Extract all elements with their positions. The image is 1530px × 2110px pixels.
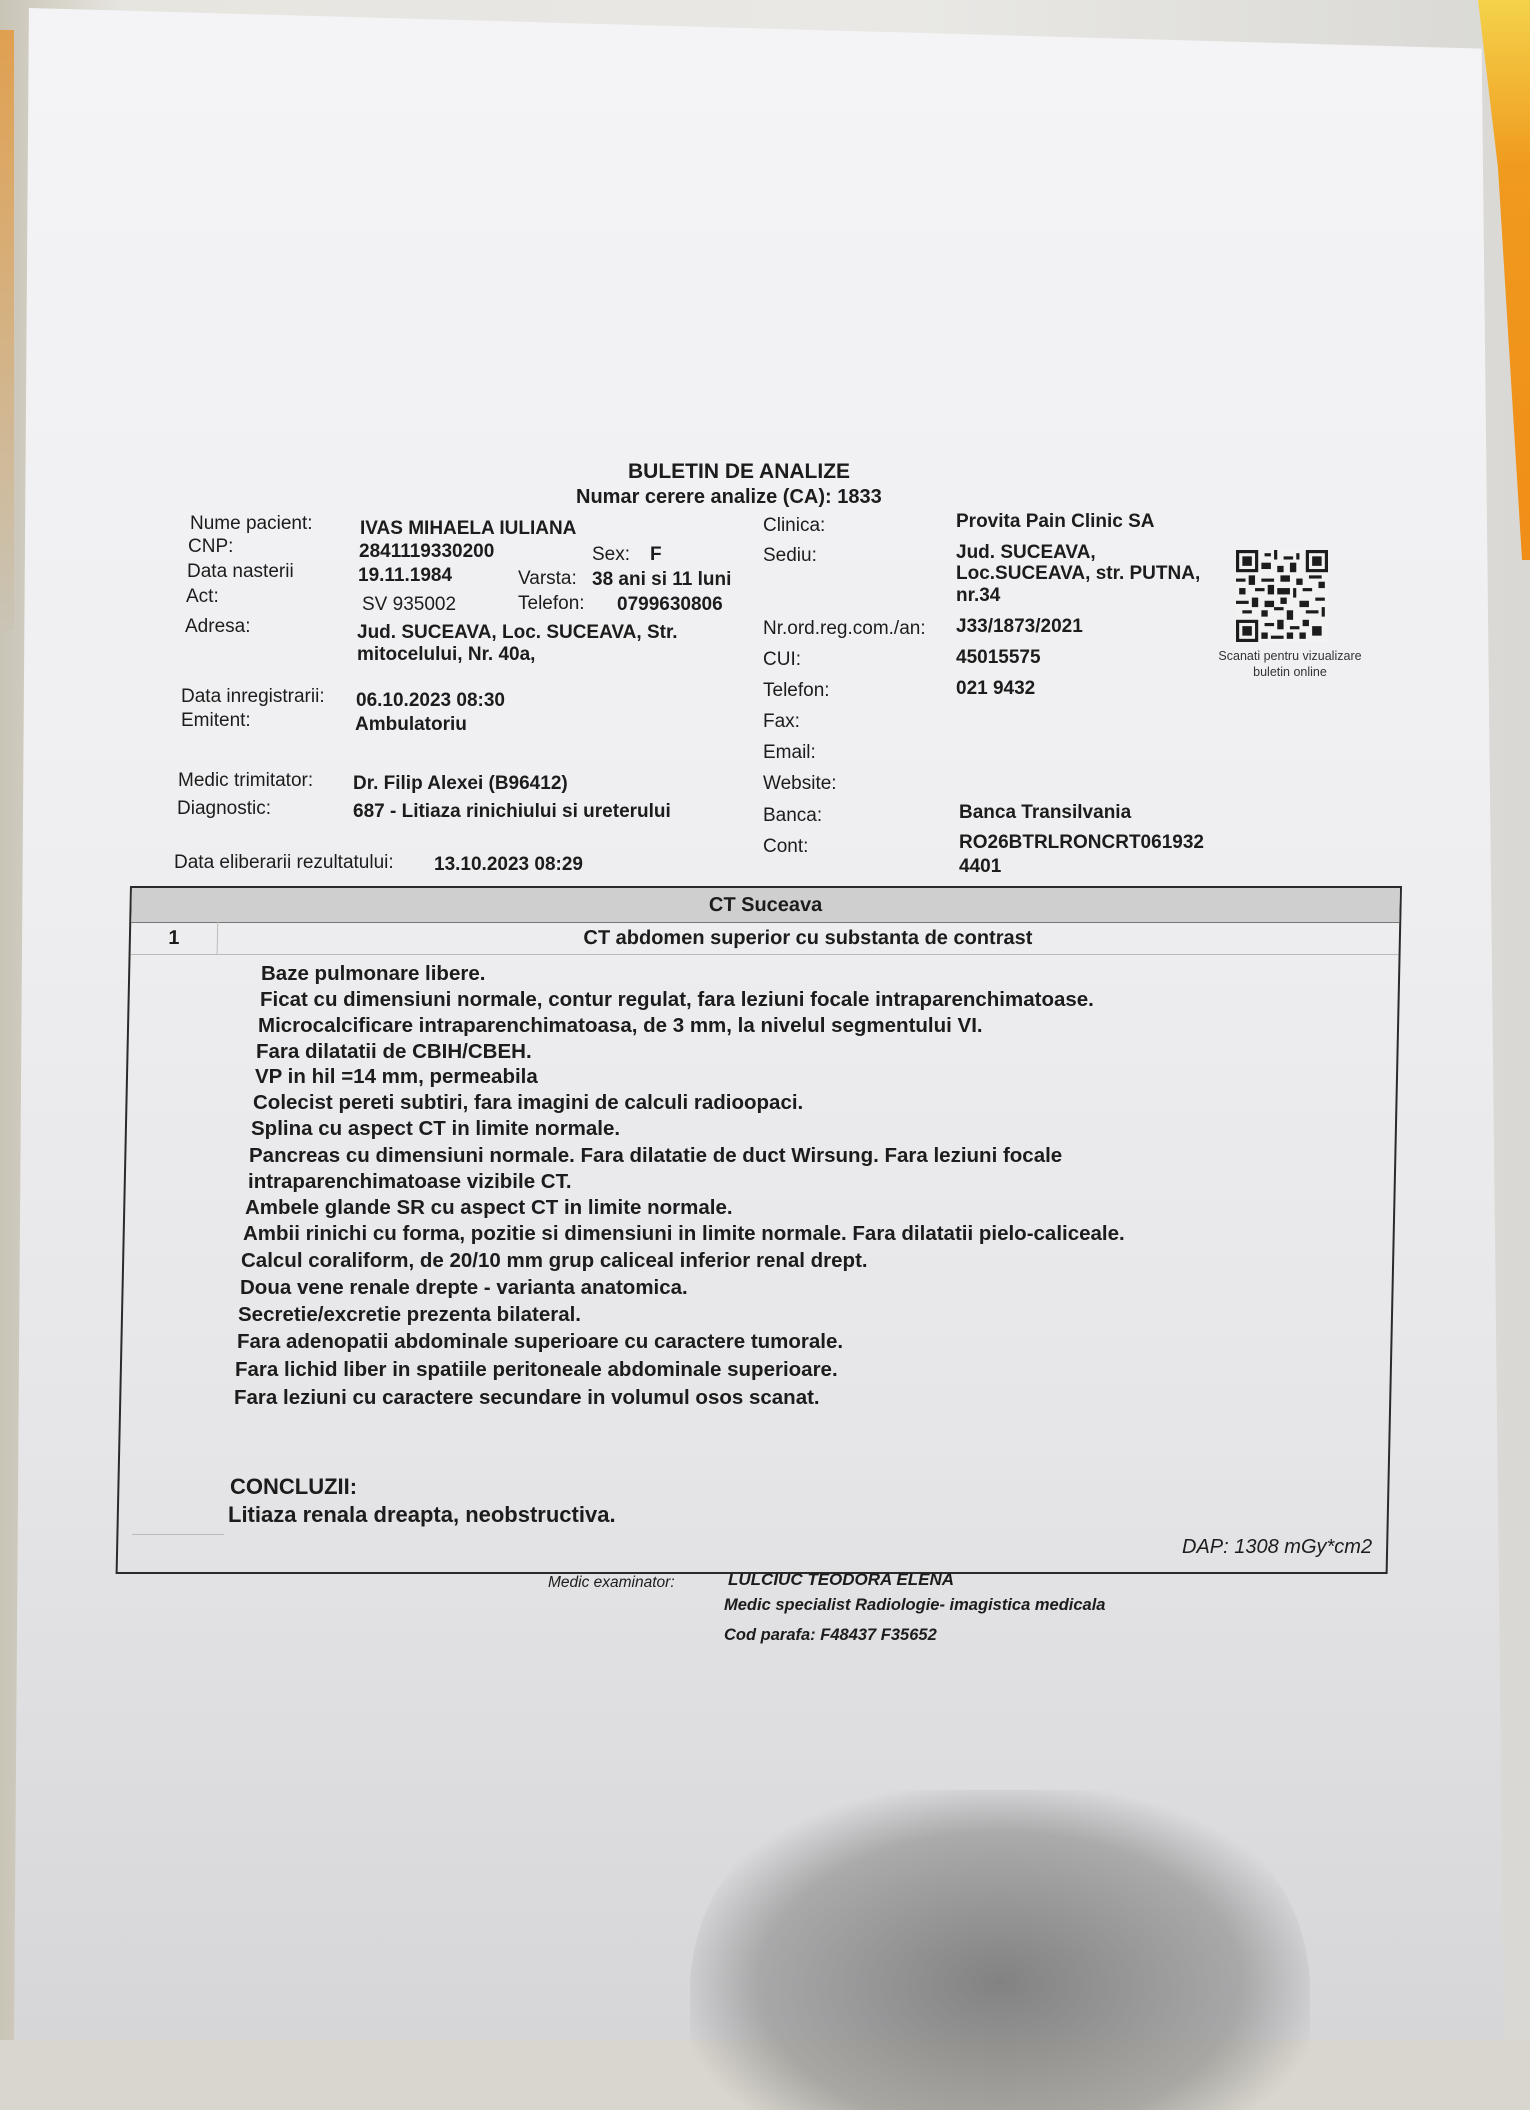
sex-value: F — [650, 544, 662, 565]
act-value: SV 935002 — [362, 594, 457, 615]
sex-label: Sex: — [592, 544, 631, 565]
qr-code[interactable] — [1236, 550, 1328, 642]
dob-value: 19.11.1984 — [358, 565, 453, 586]
cnp-value: 2841119330200 — [359, 541, 495, 562]
issuer-value: Ambulatoriu — [355, 714, 467, 735]
document-title: BULETIN DE ANALIZE — [628, 460, 851, 483]
examiner-name: LULCIUC TEODORA ELENA — [728, 1570, 955, 1589]
seat-label: Sediu: — [763, 545, 817, 566]
referrer-value: Dr. Filip Alexei (B96412) — [353, 773, 568, 794]
age-label: Varsta: — [518, 568, 577, 589]
website-label: Website: — [763, 773, 837, 794]
registration-date-label: Data inregistrarii: — [181, 686, 325, 707]
bank-value: Banca Transilvania — [959, 802, 1132, 823]
clinic-phone: 021 9432 — [956, 678, 1036, 699]
finding-line: VP in hil =14 mm, permeabila — [255, 1065, 538, 1088]
cui-value: 45015575 — [956, 647, 1041, 668]
finding-line: Ambele glande SR cu aspect CT in limite normale. — [245, 1196, 733, 1219]
release-date: 13.10.2023 08:29 — [434, 854, 583, 875]
finding-line: Splina cu aspect CT in limite normale. — [251, 1117, 621, 1140]
finding-line: Fara dilatatii de CBIH/CBEH. — [256, 1040, 532, 1063]
act-label: Act: — [186, 586, 219, 607]
finding-line: Fara adenopatii abdominale superioare cu caractere tumorale. — [237, 1330, 844, 1353]
release-date-label: Data eliberarii rezultatului: — [174, 852, 394, 873]
qr-caption: Scanati pentru vizualizare buletin online — [1218, 649, 1362, 679]
finding-line: Ambii rinichi cu forma, pozitie si dimensiuni in limite normale. Fara dilatatii pielo-caliceale. — [243, 1222, 1125, 1245]
finding-line: Microcalcificare intraparenchimatoasa, de 3 mm, la nivelul segmentului VI. — [258, 1014, 983, 1037]
stamp-code: Cod parafa: F48437 F35652 — [724, 1626, 937, 1644]
examiner-specialty: Medic specialist Radiologie- imagistica medicala — [724, 1596, 1106, 1614]
section-header — [131, 888, 1400, 923]
cnp-label: CNP: — [188, 536, 234, 557]
finding-line: Secretie/excretie prezenta bilateral. — [238, 1303, 581, 1326]
address-line-2: mitocelului, Nr. 40a, — [357, 644, 536, 665]
registration-date: 06.10.2023 08:30 — [356, 690, 505, 711]
patient-name-label: Nume pacient: — [190, 513, 313, 534]
clinic-name: Provita Pain Clinic SA — [956, 511, 1155, 532]
finding-line: Fara lichid liber in spatiile peritoneale abdominale superioare. — [235, 1358, 838, 1381]
finding-line: Colecist pereti subtiri, fara imagini de calculi radioopaci. — [253, 1091, 804, 1114]
patient-phone: 0799630806 — [617, 594, 723, 615]
finding-line: intraparenchimatoase vizibile CT. — [248, 1170, 572, 1193]
finding-line: Ficat cu dimensiuni normale, contur regulat, fara leziuni focale intraparenchimatoase. — [260, 988, 1094, 1011]
finding-line: Baze pulmonare libere. — [261, 962, 486, 985]
finding-line: Fara leziuni cu caractere secundare in volumul osos scanat. — [234, 1386, 820, 1409]
section-title: CT Suceava — [708, 894, 823, 916]
seat-line-2: Loc.SUCEAVA, str. PUTNA, — [956, 563, 1201, 584]
conclusion-divider — [132, 1534, 224, 1535]
request-number: Numar cerere analize (CA): 1833 — [576, 486, 882, 508]
seat-line-1: Jud. SUCEAVA, — [956, 542, 1096, 563]
exam-row — [131, 922, 1400, 955]
address-label: Adresa: — [185, 616, 251, 637]
diagnosis-label: Diagnostic: — [177, 798, 271, 819]
clinic-phone-label: Telefon: — [763, 680, 830, 701]
examiner-label: Medic examinator: — [548, 1574, 675, 1591]
referrer-label: Medic trimitator: — [178, 770, 314, 791]
fax-label: Fax: — [763, 711, 800, 732]
regcom-label: Nr.ord.reg.com./an: — [763, 618, 926, 639]
bank-label: Banca: — [763, 805, 823, 826]
conclusions-heading: CONCLUZII: — [230, 1474, 358, 1499]
finding-line: Calcul coraliform, de 20/10 mm grup caliceal inferior renal drept. — [241, 1249, 868, 1272]
finding-line: Pancreas cu dimensiuni normale. Fara dilatatie de duct Wirsung. Fara leziuni focale — [249, 1144, 1063, 1167]
seat-line-3: nr.34 — [956, 585, 1001, 606]
account-line-2: 4401 — [959, 856, 1002, 877]
clinic-label: Clinica: — [763, 515, 826, 536]
age-value: 38 ani si 11 luni — [592, 569, 732, 590]
dap-value: DAP: 1308 mGy*cm2 — [1182, 1536, 1373, 1558]
dob-label: Data nasterii — [187, 561, 294, 582]
email-label: Email: — [763, 742, 816, 763]
issuer-label: Emitent: — [181, 710, 251, 731]
account-line-1: RO26BTRLRONCRT061932 — [959, 832, 1204, 853]
account-label: Cont: — [763, 836, 809, 857]
patient-phone-label: Telefon: — [518, 593, 585, 614]
cui-label: CUI: — [763, 649, 801, 670]
finding-line: Doua vene renale drepte - varianta anatomica. — [240, 1276, 688, 1299]
regcom-value: J33/1873/2021 — [956, 616, 1083, 637]
exam-name: CT abdomen superior cu substanta de contrast — [583, 927, 1033, 949]
exam-index: 1 — [131, 922, 219, 954]
address-line-1: Jud. SUCEAVA, Loc. SUCEAVA, Str. — [357, 622, 678, 643]
patient-name: IVAS MIHAELA IULIANA — [360, 518, 577, 539]
diagnosis-value: 687 - Litiaza rinichiului si ureterului — [353, 801, 671, 822]
conclusion-text: Litiaza renala dreapta, neobstructiva. — [228, 1502, 616, 1527]
